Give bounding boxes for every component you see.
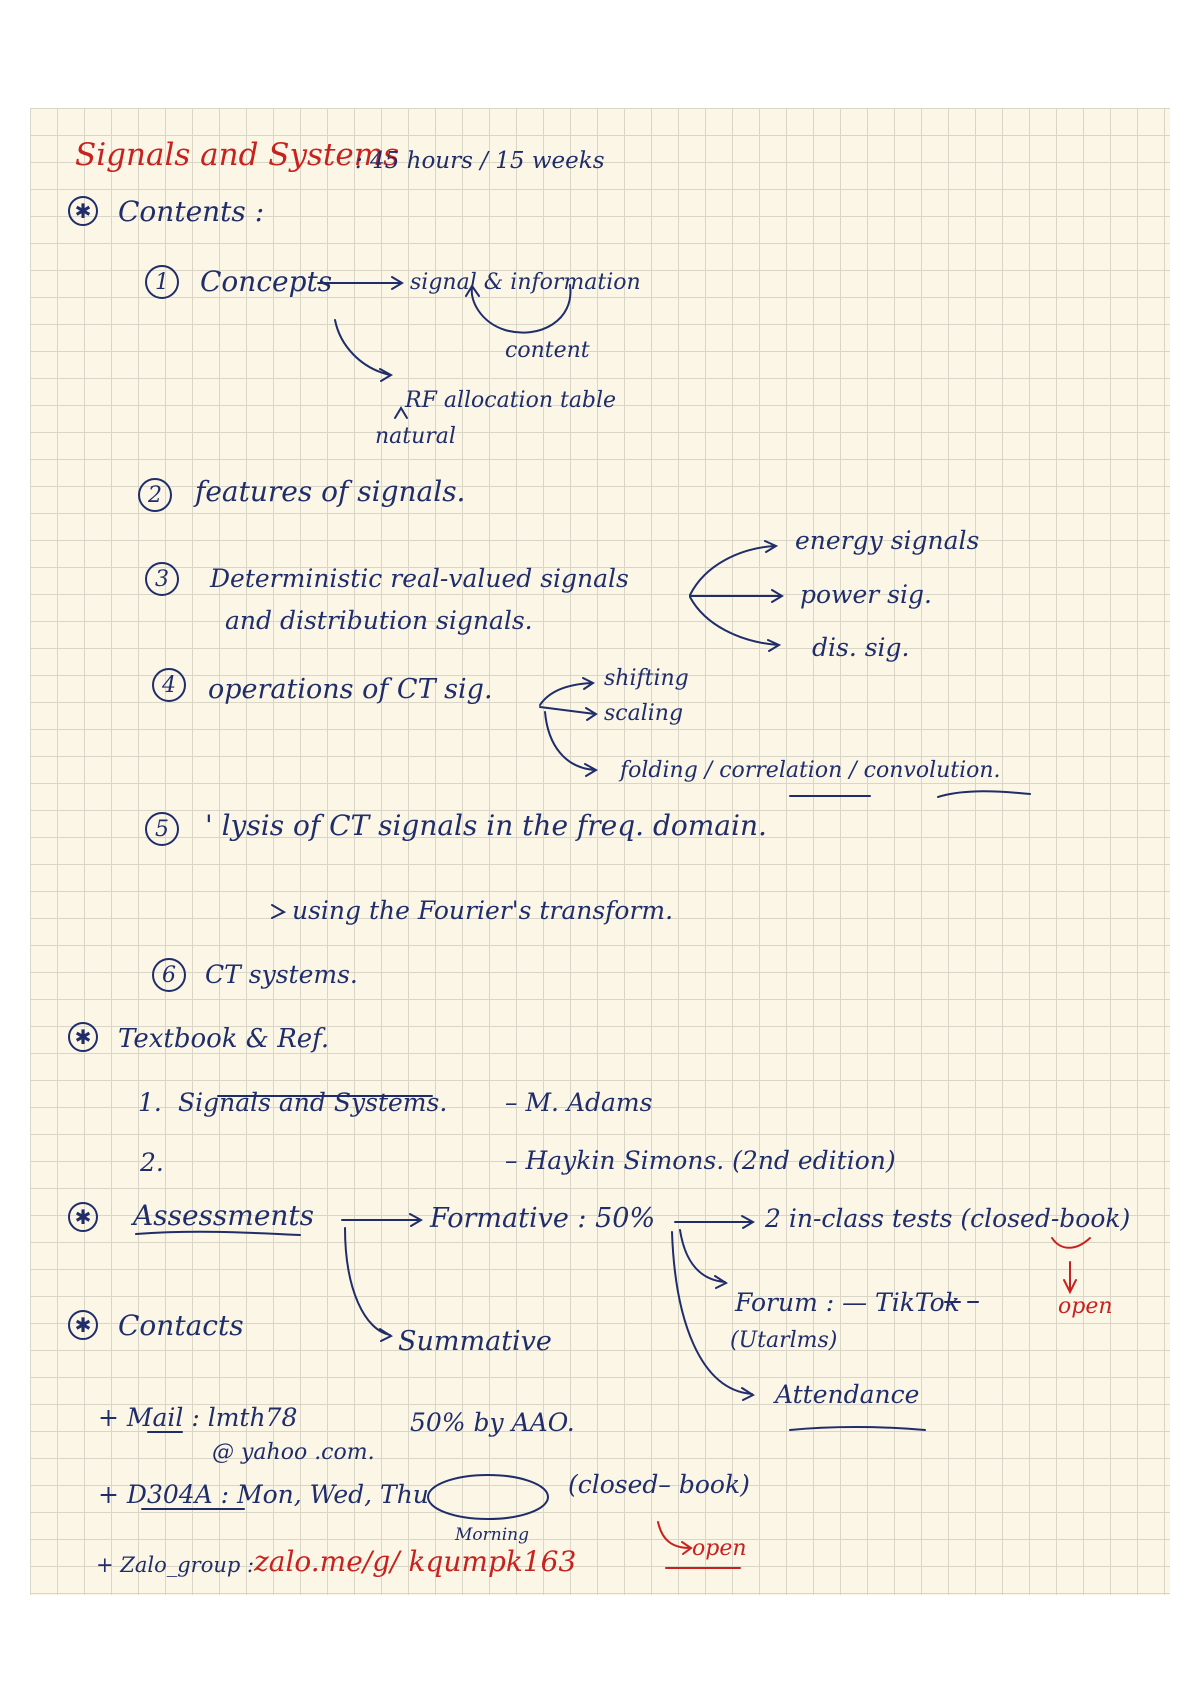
asterisk-bullet-icon: ✱ xyxy=(68,196,98,226)
formative-label: Formative : 50% xyxy=(430,1203,656,1234)
closed-book-open-note: open xyxy=(1058,1294,1113,1319)
item-ct-systems: CT systems. xyxy=(205,960,358,989)
summative-detail: 50% by AAO. xyxy=(410,1408,575,1437)
item-number-1: 1 xyxy=(145,265,179,299)
textbook-heading: Textbook & Ref. xyxy=(118,1024,330,1054)
asterisk-bullet-icon: ✱ xyxy=(68,1202,98,1232)
ref-1-author: – M. Adams xyxy=(505,1088,653,1117)
power-signals-label: power sig. xyxy=(800,580,932,609)
item-deterministic: Deterministic real-valued signals xyxy=(210,564,629,593)
item-analysis: ' lysis of CT signals in the freq. domain. xyxy=(205,809,767,842)
asterisk-bullet-icon: ✱ xyxy=(68,1310,98,1340)
attendance-label: Attendance xyxy=(775,1380,920,1409)
ref-1-number: 1. xyxy=(138,1088,162,1117)
item-number-2: 2 xyxy=(138,478,172,512)
contacts-heading: Contacts xyxy=(118,1309,244,1342)
energy-signals-label: energy signals xyxy=(795,526,980,555)
item-concepts: Concepts xyxy=(200,265,333,298)
summative-open-note: open xyxy=(692,1536,747,1561)
forum-sub-label: (Utarlms) xyxy=(730,1328,838,1353)
ref-2-number: 2. xyxy=(140,1148,164,1177)
item-features: features of signals. xyxy=(195,475,466,508)
ref-1-title: Signals and Systems. xyxy=(178,1088,448,1117)
summative-label: Summative xyxy=(398,1326,552,1357)
asterisk-bullet-icon: ✱ xyxy=(68,1022,98,1052)
item-number-4: 4 xyxy=(152,668,186,702)
natural-label: natural xyxy=(375,424,456,449)
mail-label: + Mail : lmth78 xyxy=(98,1403,298,1432)
rf-allocation-label: RF allocation table xyxy=(405,388,617,413)
room-schedule: + D304A : Mon, Wed, Thu xyxy=(98,1480,429,1509)
signal-information-label: signal & information xyxy=(410,270,641,295)
item-operations: operations of CT sig. xyxy=(208,674,493,705)
item-number-5: 5 xyxy=(145,812,179,846)
op-scaling: scaling xyxy=(604,701,684,726)
forum-label: Forum : — TikTok xyxy=(735,1288,960,1317)
dis-signals-label: dis. sig. xyxy=(812,633,910,662)
content-label: content xyxy=(505,338,590,363)
in-class-tests-label: 2 in-class tests (closed-book) xyxy=(765,1204,1131,1233)
op-shifting: shifting xyxy=(604,666,689,691)
op-folding: folding / correlation / convolution. xyxy=(620,758,1001,783)
summative-book-label: (closed– book) xyxy=(568,1470,750,1499)
zalo-link[interactable]: zalo.me/g/ kqumpk163 xyxy=(254,1545,577,1578)
ref-2-author: – Haykin Simons. (2nd edition) xyxy=(505,1146,896,1175)
contents-heading: Contents : xyxy=(118,195,265,228)
item-distribution: and distribution signals. xyxy=(225,606,533,635)
assessments-heading: Assessments xyxy=(133,1199,315,1232)
zalo-label: + Zalo_group : xyxy=(96,1553,255,1577)
item-number-3: 3 xyxy=(145,562,179,596)
course-duration: : 45 hours / 15 weeks xyxy=(355,148,605,174)
fourier-note: using the Fourier's transform. xyxy=(292,896,674,925)
mail-domain: @ yahoo .com. xyxy=(212,1440,375,1465)
item-number-6: 6 xyxy=(152,958,186,992)
morning-note: Morning xyxy=(455,1525,529,1545)
graph-paper-sheet xyxy=(30,108,1170,1595)
page-title: Signals and Systems xyxy=(75,137,400,173)
